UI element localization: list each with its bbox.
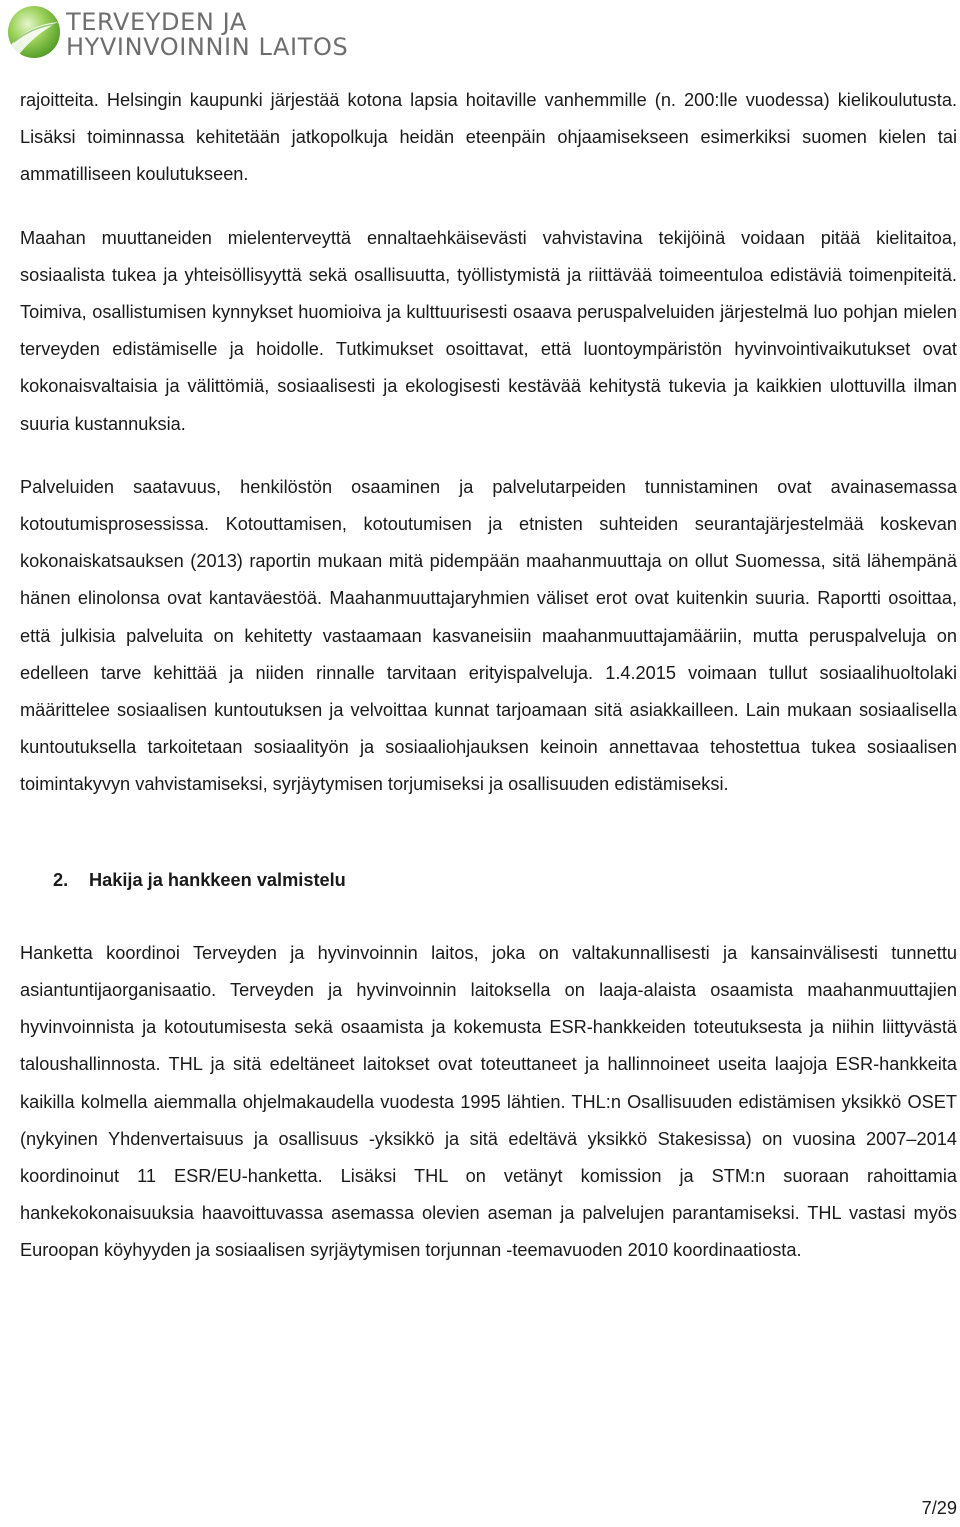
logo-line-2: HYVINVOINNIN LAITOS xyxy=(66,33,349,61)
page-header xyxy=(0,0,420,70)
paragraph-4: Hanketta koordinoi Terveyden ja hyvinvoinnin laitos, joka on valtakunnallisesti ja kansainvälisesti tunnettu asiantuntijaorganisaatio. Terveyden ja hyvinvoinnin laitoksella on laaja-alaista osaamista maahanmuuttajien hyvinvoinnista ja kotoutumisesta sekä osaamista ja kokemusta ESR-hankkeiden toteutuksesta ja niihin liittyvästä taloushallinnosta. THL ja sitä edeltäneet laitokset ovat toteuttaneet ja hallinnoineet useita laajoja ESR-hankkeita kaikilla kolmella aiemmalla ohjelmakaudella vuodesta 1995 lähtien. THL:n Osallisuuden edistämisen yksikkö OSET (nykyinen Yhdenvertaisuus ja osallisuus -yksikkö ja sitä edeltävä yksikkö Stakesissa) on vuosina 2007–2014 koordinoinut 11 ESR/EU-hanketta. Lisäksi THL on vetänyt komission ja STM:n suoraan rahoittamia hankekokonaisuuksia haavoittuvassa asemassa olevien aseman ja palvelujen parantamiseksi. THL vastasi myös Euroopan köyhyyden ja sosiaalisen syrjäytymisen torjunnan -teemavuoden 2010 koordinaatiosta. xyxy=(20,942,957,1261)
paragraph-1: rajoitteita. Helsingin kaupunki järjestää kotona lapsia hoitaville vanhemmille (n. 200:lle vuodessa) kielikoulutusta. Lisäksi toiminnassa kehitetään jatkopolkuja heidän eteenpäin ohjaamisekseen esimerkiksi suomen kielen tai ammatilliseen koulutukseen. xyxy=(20,90,957,185)
section-title: Hakija ja hankkeen valmistelu xyxy=(89,869,346,890)
logo-line-1: TERVEYDEN JA xyxy=(66,8,247,36)
logo-wordmark xyxy=(66,10,348,60)
section-heading xyxy=(20,862,957,899)
thl-leaf-logo-icon xyxy=(4,2,62,60)
document-body xyxy=(20,82,957,1270)
paragraph-2: Maahan muuttaneiden mielenterveyttä ennaltaehkäisevästi vahvistavina tekijöinä voidaan pitää kielitaitoa, sosiaalista tukea ja yhteisöllisyyttä sekä osallisuutta, työllistymistä ja riittävää toimeentuloa edistäviä toimenpiteitä. Toimiva, osallistumisen kynnykset huomioiva ja kulttuurisesti osaava peruspalveluiden järjestelmä luo pohjan mielen terveyden edistämiselle ja hoidolle. Tutkimukset osoittavat, että luontoympäristön hyvinvointivaikutukset ovat kokonaisvaltaisia ja välittömiä, sosiaalisesti ja ekologisesti kestävää kehitystä tukevia ja kaikkien ulottuvilla ilman suuria kustannuksia. xyxy=(20,227,957,434)
page-number: 7/29 xyxy=(921,1498,957,1518)
paragraph-3: Palveluiden saatavuus, henkilöstön osaaminen ja palvelutarpeiden tunnistaminen ovat avainasemassa kotoutumisprosessissa. Kotouttamisen, kotoutumisen ja etnisten suhteiden seurantajärjestelmää koskevan kokonaiskatsauksen (2013) raportin mukaan mitä pidempään maahanmuuttaja on ollut Suomessa, sitä lähempänä hänen elinolonsa ovat kantaväestöä. Maahanmuuttajaryhmien väliset erot ovat kuitenkin suuria. Raportti osoittaa, että julkisia palveluita on kehitetty vastaamaan kasvaneisiin maahanmuuttajamääriin, mutta peruspalveluja on edelleen tarve kehittää ja niiden rinnalle tarvitaan erityispalveluja. 1.4.2015 voimaan tullut sosiaalihuoltolaki määrittelee sosiaalisen kuntoutuksen ja velvoittaa kunnat tarjoamaan sitä asiakkailleen. Lain mukaan sosiaalisella kuntoutuksella tarkoitetaan sosiaalityön ja sosiaaliohjauksen keinoin annettavaa tehostettua tukea sosiaalisen toimintakyvyn vahvistamiseksi, syrjäytymisen torjumiseksi ja osallisuuden edistämiseksi. xyxy=(20,476,957,795)
section-number: 2. xyxy=(53,869,69,890)
